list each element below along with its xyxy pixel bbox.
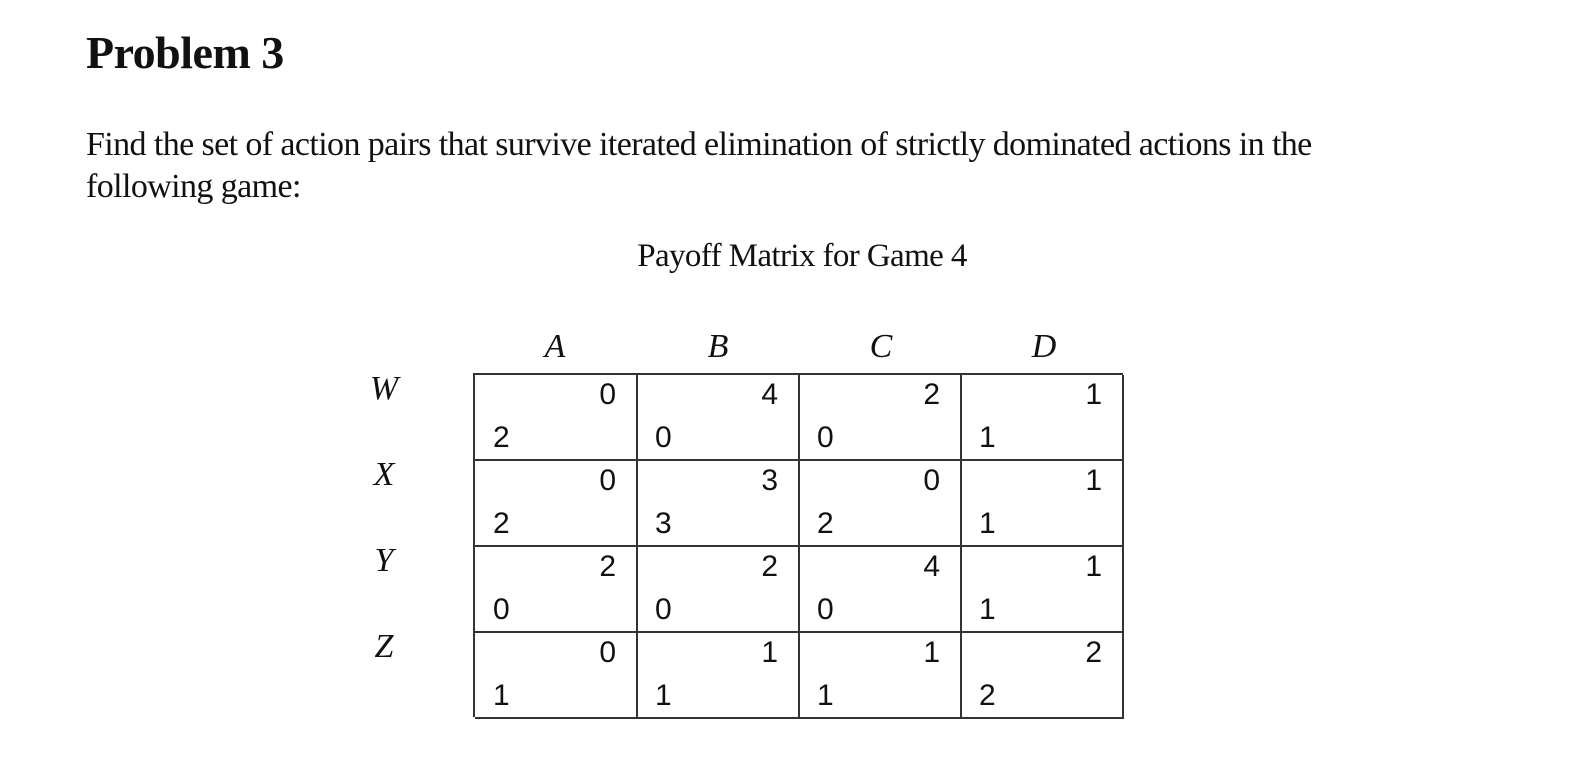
cell-x-c bbox=[799, 461, 962, 547]
cell-y-d bbox=[961, 547, 1124, 633]
row-player-payoff: 0 bbox=[655, 421, 672, 454]
column-player-payoff: 0 bbox=[599, 464, 616, 497]
row-player-payoff: 1 bbox=[979, 593, 996, 626]
row-header-x: X bbox=[373, 456, 395, 493]
row-player-payoff: 0 bbox=[817, 421, 834, 454]
cell-w-a bbox=[475, 375, 638, 461]
row-player-payoff: 0 bbox=[493, 593, 510, 626]
row-header-z: Z bbox=[374, 628, 394, 665]
row-player-payoff: 2 bbox=[817, 507, 834, 540]
cell-x-b bbox=[637, 461, 800, 547]
cell-z-c bbox=[799, 633, 962, 719]
column-header-c: C bbox=[869, 328, 893, 365]
column-player-payoff: 0 bbox=[599, 636, 616, 669]
row-player-payoff: 1 bbox=[493, 679, 510, 712]
row-player-payoff: 0 bbox=[817, 593, 834, 626]
column-player-payoff: 0 bbox=[923, 464, 940, 497]
column-player-payoff: 1 bbox=[761, 636, 778, 669]
row-header-w: W bbox=[369, 370, 399, 407]
problem-title: Problem 3 bbox=[86, 27, 284, 78]
row-player-payoff: 1 bbox=[655, 679, 672, 712]
column-player-payoff: 2 bbox=[761, 550, 778, 583]
column-player-payoff: 4 bbox=[923, 550, 940, 583]
row-player-payoff: 1 bbox=[817, 679, 834, 712]
row-player-payoff: 1 bbox=[979, 421, 996, 454]
column-player-payoff: 2 bbox=[599, 550, 616, 583]
problem-statement: Find the set of action pairs that survive iterated elimination of strictly dominated actions in the following game: bbox=[86, 126, 1312, 205]
column-player-payoff: 1 bbox=[1085, 464, 1102, 497]
row-header-y: Y bbox=[374, 542, 394, 579]
matrix-grid bbox=[473, 373, 1123, 717]
cell-x-d bbox=[961, 461, 1124, 547]
cell-z-a bbox=[475, 633, 638, 719]
column-player-payoff: 1 bbox=[923, 636, 940, 669]
column-player-payoff: 1 bbox=[1085, 550, 1102, 583]
matrix-caption: Payoff Matrix for Game 4 bbox=[637, 238, 967, 274]
cell-y-b bbox=[637, 547, 800, 633]
column-player-payoff: 1 bbox=[1085, 378, 1102, 411]
row-player-payoff: 3 bbox=[655, 507, 672, 540]
column-player-payoff: 2 bbox=[1085, 636, 1102, 669]
row-player-payoff: 2 bbox=[493, 421, 510, 454]
column-player-payoff: 4 bbox=[761, 378, 778, 411]
column-header-a: A bbox=[544, 328, 566, 365]
column-header-b: B bbox=[707, 328, 729, 365]
column-header-d: D bbox=[1031, 328, 1057, 365]
row-player-payoff: 1 bbox=[979, 507, 996, 540]
cell-x-a bbox=[475, 461, 638, 547]
row-player-payoff: 0 bbox=[655, 593, 672, 626]
cell-w-c bbox=[799, 375, 962, 461]
column-player-payoff: 0 bbox=[599, 378, 616, 411]
cell-w-b bbox=[637, 375, 800, 461]
cell-y-c bbox=[799, 547, 962, 633]
cell-z-d bbox=[961, 633, 1124, 719]
cell-w-d bbox=[961, 375, 1124, 461]
cell-z-b bbox=[637, 633, 800, 719]
column-player-payoff: 3 bbox=[761, 464, 778, 497]
cell-y-a bbox=[475, 547, 638, 633]
column-player-payoff: 2 bbox=[923, 378, 940, 411]
row-player-payoff: 2 bbox=[979, 679, 996, 712]
row-player-payoff: 2 bbox=[493, 507, 510, 540]
